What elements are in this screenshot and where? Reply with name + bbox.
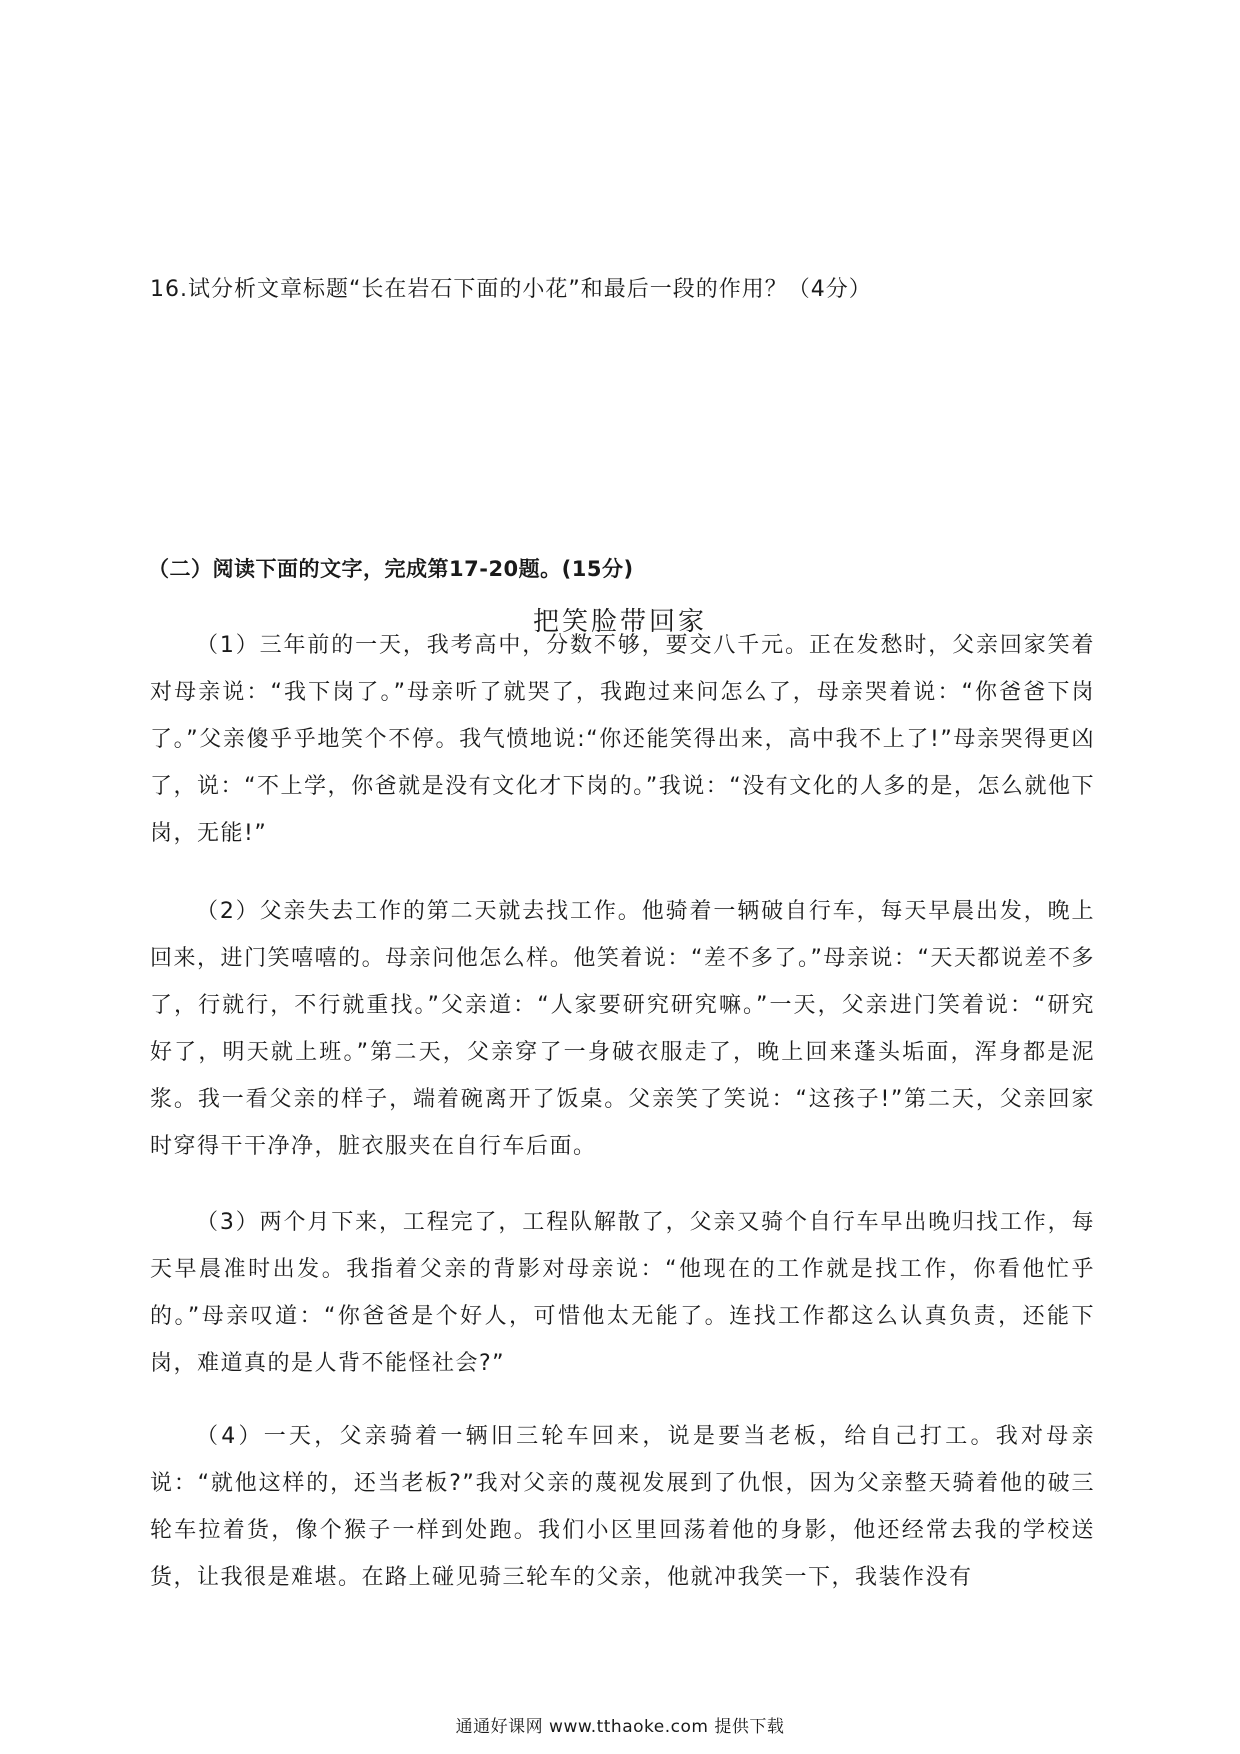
paragraph-3: （3）两个月下来，工程完了，工程队解散了，父亲又骑个自行车早出晚归找工作，每天早晨准时出发。我指着父亲的背影对母亲说：“他现在的工作就是找工作，你看他忙乎的。”母亲叹道：“你爸爸是个好人，可惜他太无能了。连找工作都这么认真负责，还能下岗，难道真的是人背不能怪社会?”	[150, 1210, 1095, 1376]
paragraph-1: （1）三年前的一天，我考高中，分数不够，要交八千元。正在发愁时，父亲回家笑着对母亲说：“我下岗了。”母亲听了就哭了，我跑过来问怎么了，母亲哭着说：“你爸爸下岗了。”父亲傻乎乎地笑个不停。我气愤地说:“你还能笑得出来，高中我不上了!”母亲哭得更凶了，说：“不上学，你爸就是没有文化才下岗的。”我说：“没有文化的人多的是，怎么就他下岗，无能!”	[150, 633, 1095, 846]
paragraph-4: （4）一天，父亲骑着一辆旧三轮车回来，说是要当老板，给自己打工。我对母亲说：“就他这样的，还当老板?”我对父亲的蔑视发展到了仇恨，因为父亲整天骑着他的破三轮车拉着货，像个猴子一样到处跑。我们小区里回荡着他的身影，他还经常去我的学校送货，让我很是难堪。在路上碰见骑三轮车的父亲，他就冲我笑一下，我装作没有	[150, 1424, 1095, 1590]
page-footer: 通通好课网 www.tthaoke.com 提供下载	[455, 1717, 785, 1737]
paragraph-2: （2）父亲失去工作的第二天就去找工作。他骑着一辆破自行车，每天早晨出发，晚上回来，进门笑嘻嘻的。母亲问他怎么样。他笑着说：“差不多了。”母亲说：“天天都说差不多了，行就行，不行就重找。”父亲道：“人家要研究研究嘛。”一天，父亲进门笑着说：“研究好了，明天就上班。”第二天，父亲穿了一身破衣服走了，晚上回来蓬头垢面，浑身都是泥浆。我一看父亲的样子，端着碗离开了饭桌。父亲笑了笑说：“这孩子!”第二天，父亲回家时穿得干干净净，脏衣服夹在自行车后面。	[150, 899, 1095, 1159]
question-16: 16.试分析文章标题“长在岩石下面的小花”和最后一段的作用？（4分）	[150, 277, 872, 302]
section-heading: （二）阅读下面的文字，完成第17-20题。(15分)	[148, 557, 634, 581]
article-title: 把笑脸带回家	[532, 607, 707, 637]
